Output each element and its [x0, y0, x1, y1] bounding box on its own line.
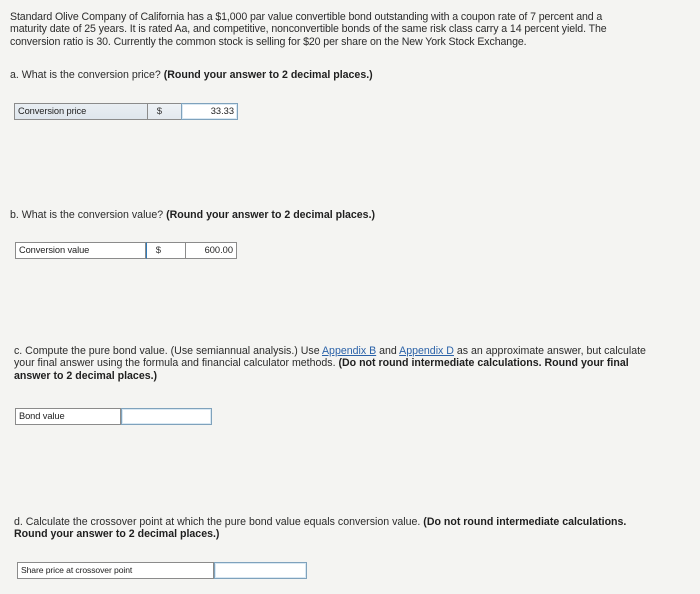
- question-c-line-3: [14, 370, 696, 382]
- crossover-row: [17, 562, 307, 579]
- question-c-line-1: [14, 345, 696, 357]
- question-c-line-2-instruction: (Do not round intermediate calculations. Round your final: [338, 357, 629, 370]
- conversion-price-spacer: [164, 103, 181, 120]
- question-b: [10, 209, 690, 221]
- crossover-input[interactable]: [214, 562, 307, 579]
- bond-value-label: Bond value: [15, 408, 121, 425]
- conversion-value-input[interactable]: 600.00: [185, 242, 237, 259]
- question-b-text: b. What is the conversion value?: [10, 209, 164, 221]
- question-c-line-3-instruction: answer to 2 decimal places.): [14, 369, 158, 382]
- bond-value-row: [15, 408, 212, 425]
- question-c: [14, 345, 696, 382]
- appendix-b-link[interactable]: Appendix B: [321, 345, 377, 357]
- question-d-line-2-instruction: Round your answer to 2 decimal places.): [14, 528, 220, 541]
- conversion-value-currency: $: [146, 242, 163, 259]
- question-a-instruction: (Round your answer to 2 decimal places.): [163, 69, 373, 81]
- conversion-price-row: [14, 103, 238, 120]
- conversion-price-label: Conversion price: [14, 103, 148, 120]
- conversion-value-row: [15, 242, 237, 259]
- question-c-and: and: [379, 345, 397, 357]
- question-c-line-2-text: your final answer using the formula and financial calculator methods.: [14, 357, 336, 370]
- question-a: [10, 69, 690, 81]
- conversion-value-label: Conversion value: [15, 242, 146, 259]
- problem-line-2: maturity date of 25 years. It is rated Aa, and competitive, nonconvertible bonds of the same risk class carry a 14 percent yield. The: [10, 23, 607, 36]
- conversion-price-currency: $: [148, 103, 164, 120]
- question-a-text: a. What is the conversion price?: [10, 69, 161, 81]
- question-d-line-1-instruction: (Do not round intermediate calculations.: [423, 516, 627, 528]
- bond-value-input[interactable]: [121, 408, 212, 425]
- crossover-label: Share price at crossover point: [17, 562, 214, 579]
- problem-statement: [10, 11, 690, 48]
- problem-line-1: Standard Olive Company of California has a $1,000 par value convertible bond outstanding with a coupon rate of 7 percent and a: [10, 11, 603, 23]
- question-c-text-end: as an approximate answer, but calculate: [456, 345, 646, 357]
- conversion-value-spacer: [163, 242, 185, 259]
- question-c-text-start: c. Compute the pure bond value. (Use semiannual analysis.) Use: [14, 345, 320, 357]
- conversion-price-input[interactable]: 33.33: [181, 103, 238, 120]
- appendix-d-link[interactable]: Appendix D: [399, 345, 454, 357]
- question-d-line-2: [14, 528, 694, 540]
- question-d-text: d. Calculate the crossover point at which the pure bond value equals conversion value.: [14, 516, 421, 528]
- question-d-line-1: [14, 516, 694, 528]
- question-d: [14, 516, 694, 541]
- question-b-instruction: (Round your answer to 2 decimal places.): [166, 209, 376, 221]
- problem-line-3: conversion ratio is 30. Currently the common stock is selling for $20 per share on the New York Stock Exchange.: [10, 35, 527, 48]
- question-c-line-2: [14, 357, 696, 369]
